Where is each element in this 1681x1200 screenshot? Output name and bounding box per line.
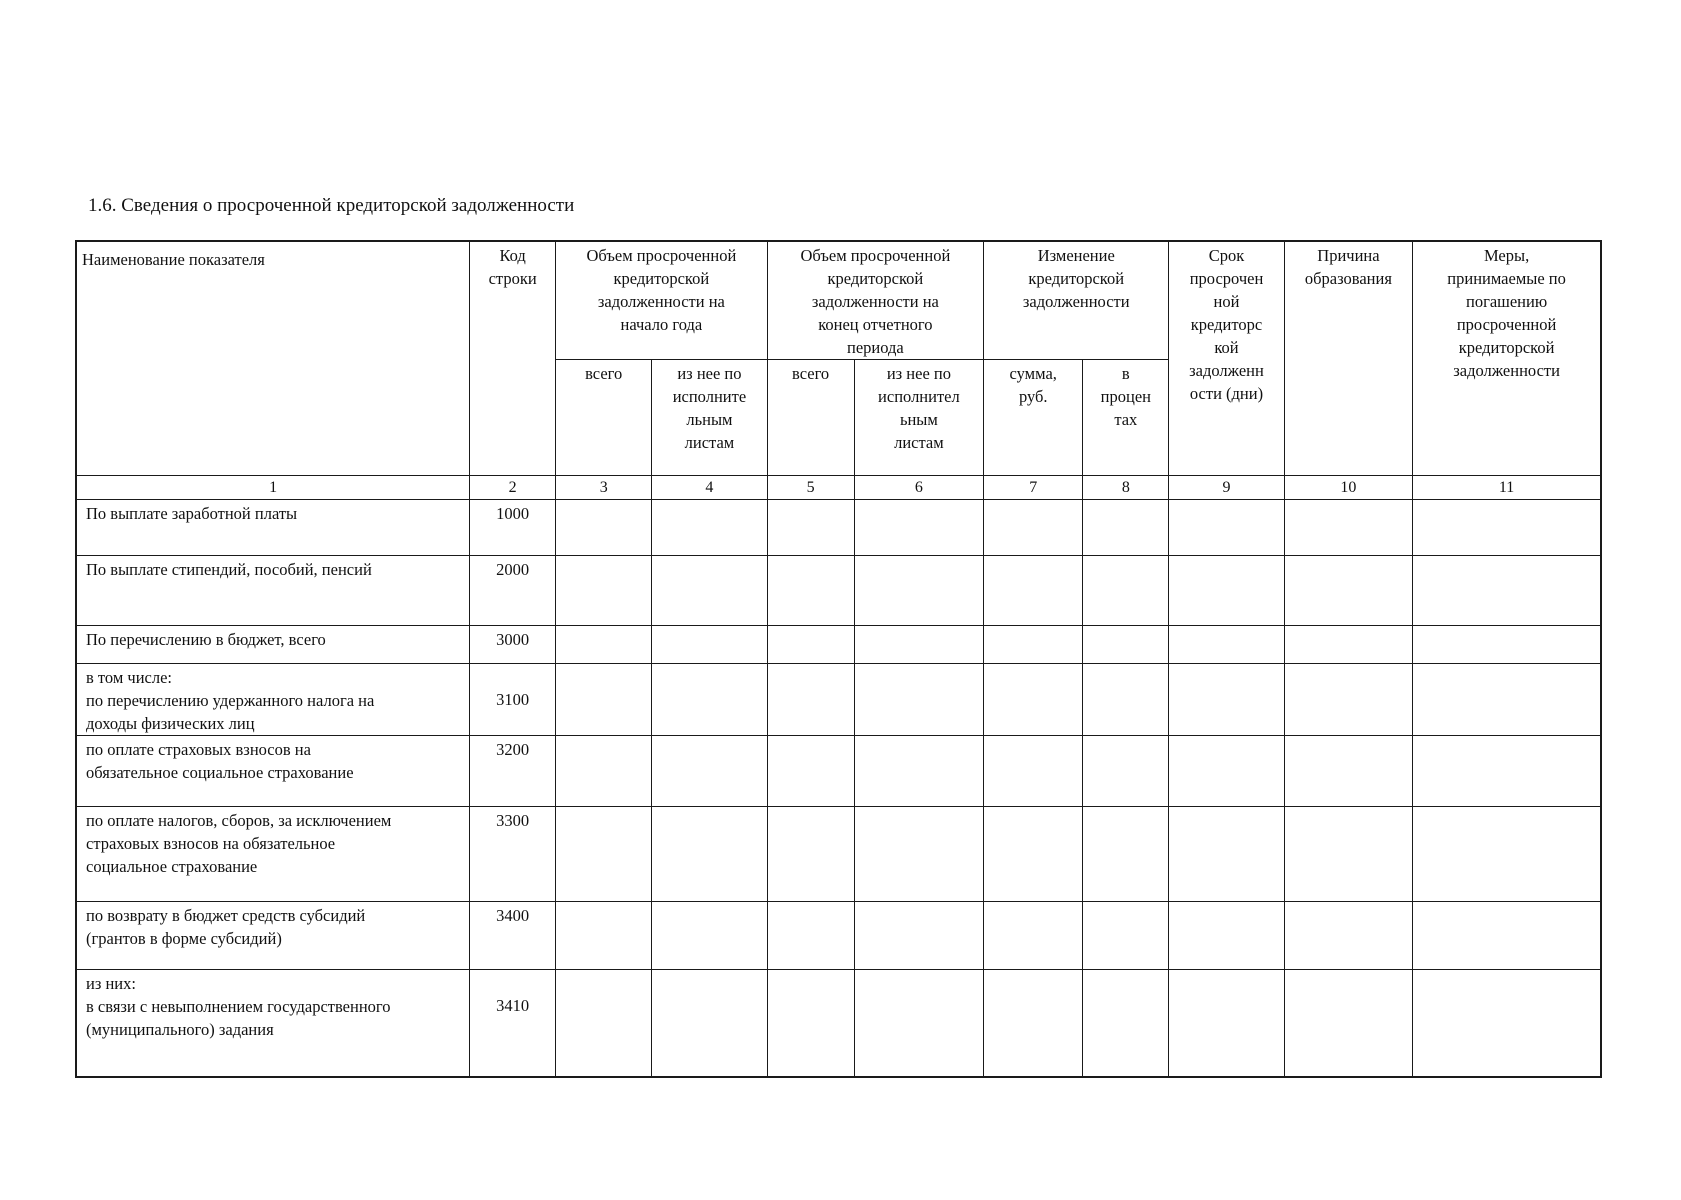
table-cell — [767, 556, 854, 626]
table-cell — [1413, 807, 1601, 902]
table-cell — [767, 902, 854, 970]
table-cell — [854, 500, 984, 556]
table-cell — [1284, 902, 1413, 970]
table-cell — [984, 556, 1083, 626]
table-cell — [1169, 902, 1284, 970]
table-row — [76, 556, 1601, 626]
table-cell — [652, 736, 767, 807]
column-number: 7 — [984, 476, 1083, 500]
table-cell — [984, 736, 1083, 807]
table-cell — [1169, 970, 1284, 1077]
table-row — [76, 500, 1601, 556]
row-code: 2000 — [470, 556, 556, 626]
header-start-group: Объем просроченной кредиторской задолженности на начало года — [556, 241, 767, 360]
table-cell — [1413, 970, 1601, 1077]
table-row — [76, 736, 1601, 807]
table-cell — [1083, 902, 1169, 970]
table-cell — [854, 556, 984, 626]
column-number-row — [76, 476, 1601, 500]
table-row — [76, 902, 1601, 970]
row-code: 3410 — [470, 970, 556, 1077]
table-cell — [767, 500, 854, 556]
section-title: 1.6. Сведения о просроченной кредиторской задолженности — [88, 195, 575, 216]
header-row-main — [76, 241, 1601, 360]
row-name: по оплате страховых взносов на обязательное социальное страхование — [76, 736, 470, 807]
row-name: по возврату в бюджет средств субсидий (грантов в форме субсидий) — [76, 902, 470, 970]
header-measures: Меры, принимаемые по погашению просроченной кредиторской задолженности — [1413, 241, 1601, 476]
table-cell — [1083, 500, 1169, 556]
header-start-exec: из нее по исполните льным листам — [652, 360, 767, 476]
table-cell — [854, 902, 984, 970]
column-number: 9 — [1169, 476, 1284, 500]
table-cell — [1083, 970, 1169, 1077]
table-cell — [652, 556, 767, 626]
header-end-total: всего — [767, 360, 854, 476]
table-cell — [1169, 664, 1284, 736]
header-change-pct: в процен тах — [1083, 360, 1169, 476]
table-cell — [1284, 736, 1413, 807]
row-code: 3200 — [470, 736, 556, 807]
table-cell — [1083, 626, 1169, 664]
table-cell — [854, 664, 984, 736]
column-number: 6 — [854, 476, 984, 500]
header-change-group: Изменение кредиторской задолженности — [984, 241, 1169, 360]
table-cell — [556, 736, 652, 807]
table-cell — [652, 500, 767, 556]
table-cell — [1413, 556, 1601, 626]
header-code: Код строки — [470, 241, 556, 476]
table-cell — [854, 736, 984, 807]
table-cell — [556, 556, 652, 626]
table-cell — [854, 970, 984, 1077]
table-cell — [1169, 807, 1284, 902]
column-number: 2 — [470, 476, 556, 500]
header-end-exec: из нее по исполнител ьным листам — [854, 360, 984, 476]
table-cell — [1413, 626, 1601, 664]
row-name: По выплате заработной платы — [76, 500, 470, 556]
table-cell — [1413, 500, 1601, 556]
column-number: 1 — [76, 476, 470, 500]
table-cell — [984, 664, 1083, 736]
table-cell — [556, 807, 652, 902]
table-cell — [1083, 736, 1169, 807]
table-cell — [767, 664, 854, 736]
table-cell — [652, 626, 767, 664]
table-cell — [984, 626, 1083, 664]
row-code: 3000 — [470, 626, 556, 664]
table-cell — [1413, 664, 1601, 736]
table-cell — [1083, 664, 1169, 736]
table-cell — [767, 807, 854, 902]
table-cell — [652, 902, 767, 970]
table-cell — [1284, 500, 1413, 556]
header-change-sum: сумма, руб. — [984, 360, 1083, 476]
column-number: 11 — [1413, 476, 1601, 500]
table-row — [76, 626, 1601, 664]
table-cell — [556, 902, 652, 970]
table-cell — [556, 500, 652, 556]
table-cell — [652, 807, 767, 902]
table-cell — [854, 626, 984, 664]
table-cell — [1284, 807, 1413, 902]
row-code: 1000 — [470, 500, 556, 556]
table-cell — [984, 970, 1083, 1077]
table-cell — [1169, 736, 1284, 807]
table-cell — [1284, 556, 1413, 626]
table-cell — [1083, 807, 1169, 902]
table-row — [76, 970, 1601, 1077]
row-name: по оплате налогов, сборов, за исключением страховых взносов на обязательное социальное страхование — [76, 807, 470, 902]
row-code: 3300 — [470, 807, 556, 902]
table-cell — [556, 664, 652, 736]
table-row — [76, 807, 1601, 902]
table-cell — [652, 664, 767, 736]
row-name: в том числе: по перечислению удержанного налога на доходы физических лиц — [76, 664, 470, 736]
table-cell — [1284, 626, 1413, 664]
table-cell — [1284, 970, 1413, 1077]
header-name: Наименование показателя — [76, 241, 470, 476]
column-number: 8 — [1083, 476, 1169, 500]
table-cell — [1284, 664, 1413, 736]
header-reason: Причина образования — [1284, 241, 1413, 476]
column-number: 3 — [556, 476, 652, 500]
column-number: 10 — [1284, 476, 1413, 500]
table-cell — [1413, 736, 1601, 807]
table-cell — [854, 807, 984, 902]
table-cell — [1413, 902, 1601, 970]
table-cell — [767, 970, 854, 1077]
column-number: 4 — [652, 476, 767, 500]
table-cell — [556, 626, 652, 664]
row-code: 3400 — [470, 902, 556, 970]
column-number: 5 — [767, 476, 854, 500]
table-cell — [984, 807, 1083, 902]
table-cell — [1169, 500, 1284, 556]
row-name: По выплате стипендий, пособий, пенсий — [76, 556, 470, 626]
table-cell — [1083, 556, 1169, 626]
overdue-payables-table — [75, 240, 1602, 1078]
header-end-group: Объем просроченной кредиторской задолженности на конец отчетного периода — [767, 241, 984, 360]
table-cell — [767, 626, 854, 664]
table-cell — [1169, 626, 1284, 664]
header-start-total: всего — [556, 360, 652, 476]
row-name: По перечислению в бюджет, всего — [76, 626, 470, 664]
table-cell — [984, 500, 1083, 556]
table-cell — [556, 970, 652, 1077]
table-cell — [984, 902, 1083, 970]
row-code: 3100 — [470, 664, 556, 736]
table-cell — [1169, 556, 1284, 626]
row-name: из них: в связи с невыполнением государственного (муниципального) задания — [76, 970, 470, 1077]
table-cell — [767, 736, 854, 807]
header-term: Срок просрочен ной кредиторс кой задолженн ости (дни) — [1169, 241, 1284, 476]
table-row — [76, 664, 1601, 736]
table-cell — [652, 970, 767, 1077]
